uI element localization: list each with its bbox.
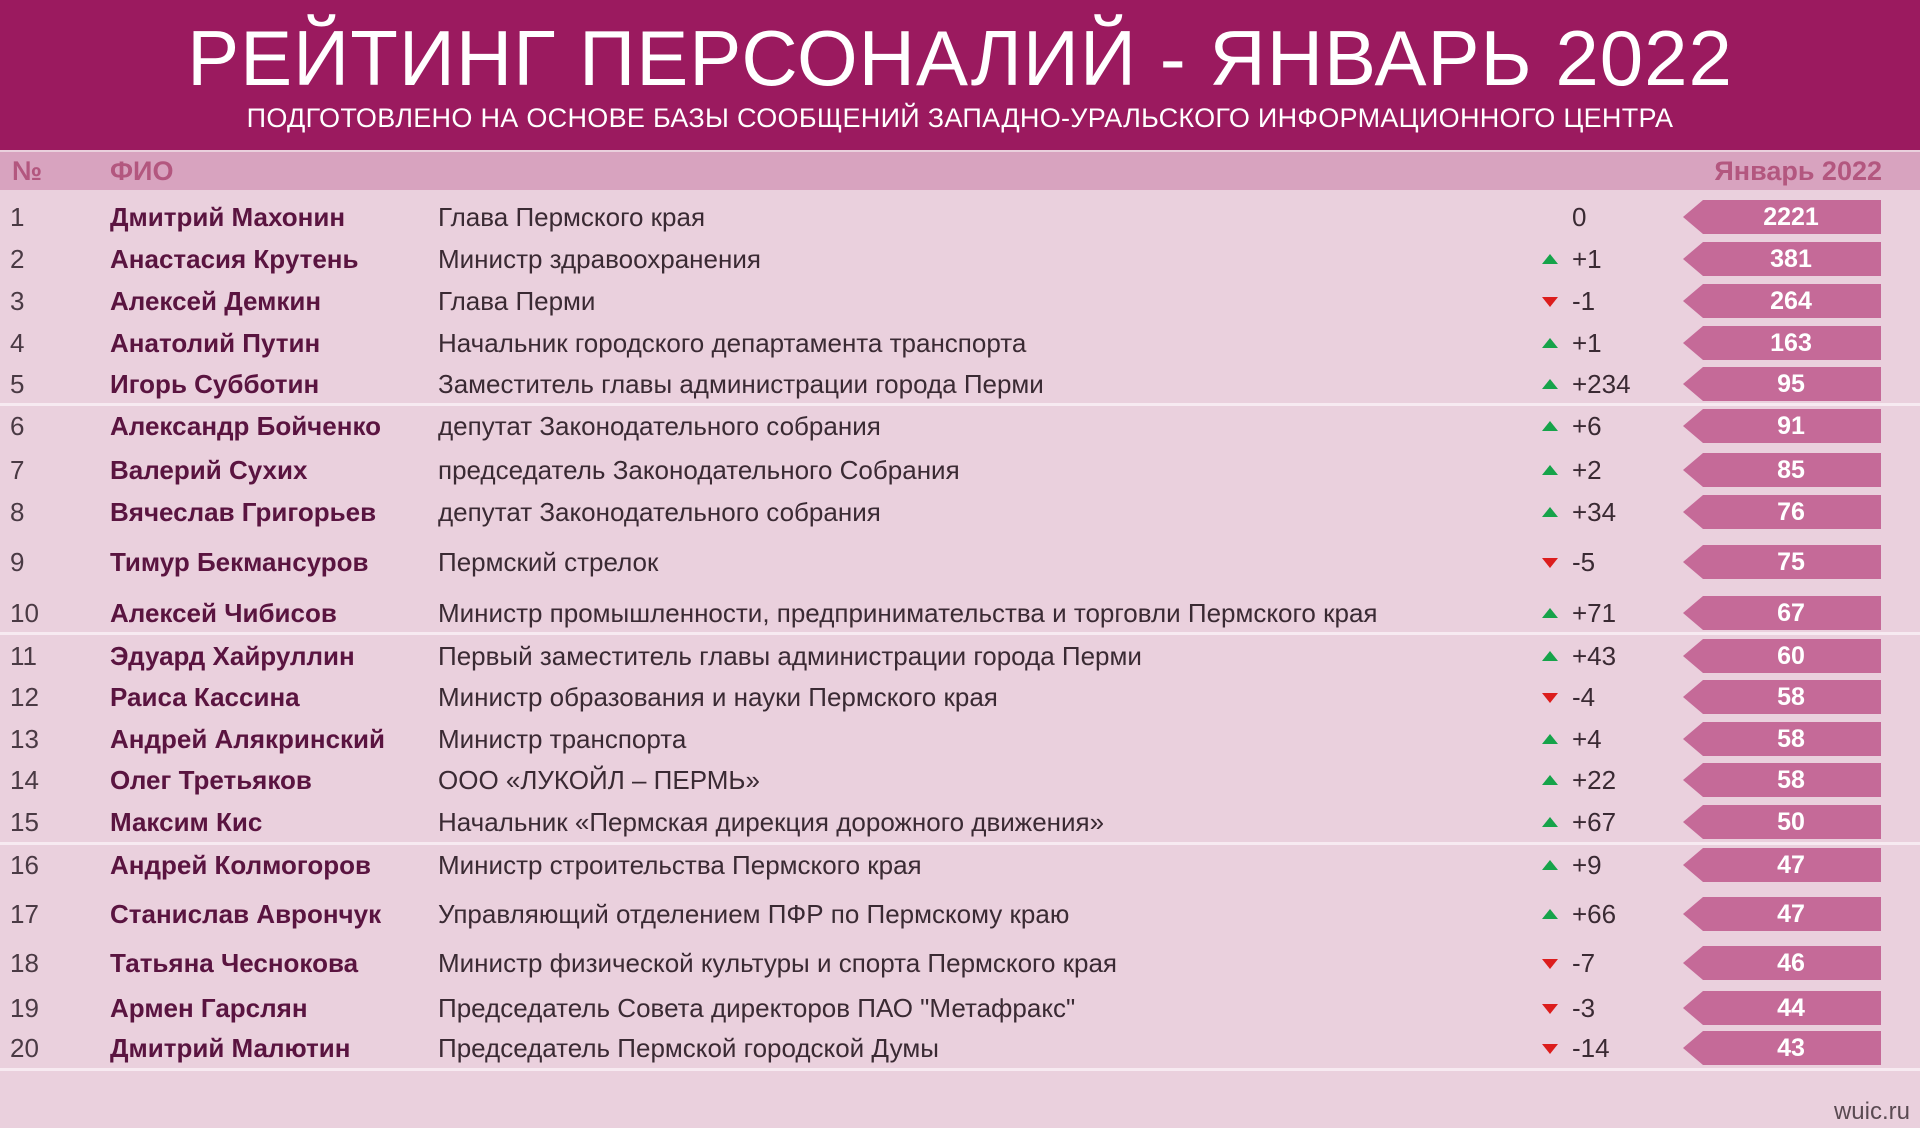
triangle-down-icon xyxy=(1542,1044,1558,1054)
mentions-value: 163 xyxy=(1770,329,1812,357)
person-name: Дмитрий Махонин xyxy=(110,202,346,232)
person-position: Начальник «Пермская дирекция дорожного движения» xyxy=(438,807,1105,837)
person-position: Первый заместитель главы администрации города Перми xyxy=(438,641,1142,671)
mentions-value: 381 xyxy=(1770,245,1812,273)
person-name: Анатолий Путин xyxy=(110,328,321,358)
person-position: Министр промышленности, предпринимательства и торговли Пермского края xyxy=(438,598,1378,628)
arrow-up-icon xyxy=(1540,593,1560,633)
person-name: Валерий Сухих xyxy=(110,455,308,485)
rank-change: +22 xyxy=(1572,765,1617,795)
value-bar xyxy=(1683,200,1881,234)
value-bar xyxy=(1683,763,1881,797)
value-bar xyxy=(1683,946,1881,980)
rank-change: +43 xyxy=(1572,641,1617,671)
person-name: Игорь Субботин xyxy=(110,369,320,399)
rank-change: 0 xyxy=(1572,202,1587,232)
row-rank: 15 xyxy=(10,807,39,837)
triangle-up-icon xyxy=(1542,734,1558,744)
person-position: председатель Законодательного Собрания xyxy=(438,455,960,485)
triangle-up-icon xyxy=(1542,338,1558,348)
rank-change: -3 xyxy=(1572,993,1596,1023)
row-rank: 19 xyxy=(10,993,39,1023)
mentions-value: 264 xyxy=(1770,287,1812,315)
table-row xyxy=(0,943,1920,983)
person-name: Раиса Кассина xyxy=(110,682,300,712)
value-bar xyxy=(1683,805,1881,839)
table-row xyxy=(0,636,1920,676)
value-bar xyxy=(1683,495,1881,529)
table-row xyxy=(0,450,1920,490)
row-rank: 17 xyxy=(10,899,39,929)
mentions-value: 85 xyxy=(1777,456,1805,484)
column-header-fio: ФИО xyxy=(110,156,174,186)
person-position: Председатель Пермской городской Думы xyxy=(438,1033,939,1063)
arrow-down-icon xyxy=(1540,943,1560,983)
person-position: Глава Перми xyxy=(438,286,596,316)
rank-change: -4 xyxy=(1572,682,1596,712)
person-name: Олег Третьяков xyxy=(110,765,312,795)
arrow-up-icon xyxy=(1540,364,1560,404)
rank-change: -1 xyxy=(1572,286,1596,316)
person-position: депутат Законодательного собрания xyxy=(438,497,881,527)
person-name: Станислав Аврончук xyxy=(110,899,382,929)
person-name: Алексей Чибисов xyxy=(110,598,337,628)
table-row xyxy=(0,281,1920,321)
row-rank: 12 xyxy=(10,682,39,712)
arrow-down-icon xyxy=(1540,988,1560,1028)
value-bar xyxy=(1683,545,1881,579)
person-position: Глава Пермского края xyxy=(438,202,706,232)
mentions-value: 58 xyxy=(1777,683,1805,711)
table-row xyxy=(0,364,1920,404)
title-banner xyxy=(0,0,1920,150)
footer xyxy=(0,1072,1920,1128)
person-position: Министр строительства Пермского края xyxy=(438,850,922,880)
group-divider xyxy=(0,403,1920,406)
triangle-up-icon xyxy=(1542,651,1558,661)
person-position: Министр здравоохранения xyxy=(438,244,761,274)
table-row xyxy=(0,323,1920,363)
person-name: Армен Гарслян xyxy=(110,993,308,1023)
arrow-up-icon xyxy=(1540,323,1560,363)
person-position: Министр образования и науки Пермского края xyxy=(438,682,998,712)
mentions-value: 44 xyxy=(1777,994,1805,1022)
value-bar xyxy=(1683,639,1881,673)
table-row xyxy=(0,197,1920,237)
group-divider xyxy=(0,842,1920,845)
triangle-up-icon xyxy=(1542,608,1558,618)
table-header xyxy=(0,152,1920,190)
arrow-up-icon xyxy=(1540,636,1560,676)
value-bar xyxy=(1683,284,1881,318)
mentions-value: 60 xyxy=(1777,642,1805,670)
site-link[interactable]: wuic.ru xyxy=(1833,1098,1910,1125)
table-row xyxy=(0,239,1920,279)
row-rank: 2 xyxy=(10,244,25,274)
rank-change: -14 xyxy=(1572,1033,1610,1063)
mentions-value: 50 xyxy=(1777,808,1805,836)
column-header-month: Январь 2022 xyxy=(1714,156,1882,186)
table-row xyxy=(0,1028,1920,1068)
value-bar xyxy=(1683,242,1881,276)
value-bar xyxy=(1683,991,1881,1025)
arrow-up-icon xyxy=(1540,239,1560,279)
person-position: ООО «ЛУКОЙЛ – ПЕРМЬ» xyxy=(438,765,760,795)
mentions-value: 95 xyxy=(1777,370,1805,398)
person-name: Татьяна Чеснокова xyxy=(110,948,359,978)
rank-change: +4 xyxy=(1572,724,1602,754)
row-rank: 20 xyxy=(10,1033,39,1063)
person-position: Председатель Совета директоров ПАО "Метафракс" xyxy=(438,993,1076,1023)
value-bar xyxy=(1683,326,1881,360)
triangle-up-icon xyxy=(1542,379,1558,389)
value-bar xyxy=(1683,1031,1881,1065)
bottom-strip xyxy=(0,1128,1920,1136)
person-name: Андрей Алякринский xyxy=(110,724,386,754)
person-name: Анастасия Крутень xyxy=(110,244,359,274)
triangle-up-icon xyxy=(1542,465,1558,475)
mentions-value: 47 xyxy=(1777,851,1805,879)
arrow-up-icon xyxy=(1540,894,1560,934)
triangle-down-icon xyxy=(1542,558,1558,568)
person-name: Дмитрий Малютин xyxy=(110,1033,351,1063)
mentions-value: 46 xyxy=(1777,949,1805,977)
table-row xyxy=(0,593,1920,633)
rank-change: +34 xyxy=(1572,497,1617,527)
mentions-value: 67 xyxy=(1777,599,1805,627)
person-name: Тимур Бекмансуров xyxy=(110,547,369,577)
mentions-value: 47 xyxy=(1777,900,1805,928)
arrow-up-icon xyxy=(1540,802,1560,842)
triangle-up-icon xyxy=(1542,817,1558,827)
rank-change: -5 xyxy=(1572,547,1596,577)
person-name: Андрей Колмогоров xyxy=(110,850,372,880)
column-header-num: № xyxy=(12,156,43,186)
mentions-value: 58 xyxy=(1777,766,1805,794)
mentions-value: 58 xyxy=(1777,725,1805,753)
person-name: Максим Кис xyxy=(110,807,263,837)
triangle-up-icon xyxy=(1542,775,1558,785)
triangle-down-icon xyxy=(1542,297,1558,307)
value-bar xyxy=(1683,596,1881,630)
triangle-up-icon xyxy=(1542,254,1558,264)
row-rank: 1 xyxy=(10,202,25,232)
person-position: депутат Законодательного собрания xyxy=(438,411,881,441)
row-rank: 14 xyxy=(10,765,39,795)
row-rank: 18 xyxy=(10,948,39,978)
mentions-value: 76 xyxy=(1777,498,1805,526)
arrow-up-icon xyxy=(1540,845,1560,885)
group-divider xyxy=(0,632,1920,635)
no-change-icon xyxy=(1540,197,1560,237)
table-row xyxy=(0,802,1920,842)
person-name: Александр Бойченко xyxy=(110,411,381,441)
arrow-up-icon xyxy=(1540,406,1560,446)
person-position: Пермский стрелок xyxy=(438,547,659,577)
rank-change: +1 xyxy=(1572,244,1602,274)
triangle-up-icon xyxy=(1542,909,1558,919)
rank-change: +1 xyxy=(1572,328,1602,358)
group-divider xyxy=(0,1068,1920,1071)
row-rank: 16 xyxy=(10,850,39,880)
triangle-up-icon xyxy=(1542,421,1558,431)
row-rank: 5 xyxy=(10,369,25,399)
arrow-down-icon xyxy=(1540,281,1560,321)
triangle-down-icon xyxy=(1542,1004,1558,1014)
value-bar xyxy=(1683,409,1881,443)
triangle-down-icon xyxy=(1542,693,1558,703)
table-row xyxy=(0,492,1920,532)
value-bar xyxy=(1683,367,1881,401)
row-rank: 11 xyxy=(10,641,37,671)
table-row xyxy=(0,760,1920,800)
rank-change: +67 xyxy=(1572,807,1617,837)
person-position: Начальник городского департамента транспорта xyxy=(438,328,1027,358)
person-position: Министр транспорта xyxy=(438,724,687,754)
person-name: Вячеслав Григорьев xyxy=(110,497,377,527)
person-position: Министр физической культуры и спорта Пермского края xyxy=(438,948,1118,978)
rank-change: +71 xyxy=(1572,598,1617,628)
mentions-value: 75 xyxy=(1777,548,1805,576)
arrow-up-icon xyxy=(1540,450,1560,490)
table-row xyxy=(0,988,1920,1028)
page-subtitle: ПОДГОТОВЛЕНО НА ОСНОВЕ БАЗЫ СООБЩЕНИЙ ЗАПАДНО-УРАЛЬСКОГО ИНФОРМАЦИОННОГО ЦЕНТРА xyxy=(246,103,1674,133)
mentions-value: 43 xyxy=(1777,1034,1805,1062)
person-position: Управляющий отделением ПФР по Пермскому краю xyxy=(438,899,1070,929)
person-name: Эдуард Хайруллин xyxy=(110,641,355,671)
rank-change: +234 xyxy=(1572,369,1631,399)
arrow-up-icon xyxy=(1540,760,1560,800)
table-row xyxy=(0,406,1920,446)
mentions-value: 91 xyxy=(1777,412,1805,440)
mentions-value: 2221 xyxy=(1763,203,1819,231)
row-rank: 13 xyxy=(10,724,39,754)
arrow-down-icon xyxy=(1540,1028,1560,1068)
person-name: Алексей Демкин xyxy=(110,286,322,316)
row-rank: 9 xyxy=(10,547,25,577)
row-rank: 10 xyxy=(10,598,39,628)
person-position: Заместитель главы администрации города Перми xyxy=(438,369,1044,399)
triangle-up-icon xyxy=(1542,507,1558,517)
value-bar xyxy=(1683,848,1881,882)
value-bar xyxy=(1683,897,1881,931)
row-rank: 7 xyxy=(10,455,25,485)
arrow-up-icon xyxy=(1540,719,1560,759)
rank-change: +9 xyxy=(1572,850,1602,880)
row-rank: 3 xyxy=(10,286,25,316)
page-title: РЕЙТИНГ ПЕРСОНАЛИЙ - ЯНВАРЬ 2022 xyxy=(187,14,1733,102)
table-row xyxy=(0,719,1920,759)
table-row xyxy=(0,845,1920,885)
arrow-down-icon xyxy=(1540,677,1560,717)
triangle-down-icon xyxy=(1542,959,1558,969)
rank-change: +2 xyxy=(1572,455,1602,485)
triangle-up-icon xyxy=(1542,860,1558,870)
row-rank: 4 xyxy=(10,328,25,358)
rank-change: +6 xyxy=(1572,411,1602,441)
value-bar xyxy=(1683,453,1881,487)
table-row xyxy=(0,894,1920,934)
rank-change: +66 xyxy=(1572,899,1617,929)
rank-change: -7 xyxy=(1572,948,1596,978)
table-row xyxy=(0,677,1920,717)
value-bar xyxy=(1683,680,1881,714)
arrow-down-icon xyxy=(1540,542,1560,582)
arrow-up-icon xyxy=(1540,492,1560,532)
row-rank: 6 xyxy=(10,411,25,441)
table-row xyxy=(0,542,1920,582)
value-bar xyxy=(1683,722,1881,756)
row-rank: 8 xyxy=(10,497,25,527)
